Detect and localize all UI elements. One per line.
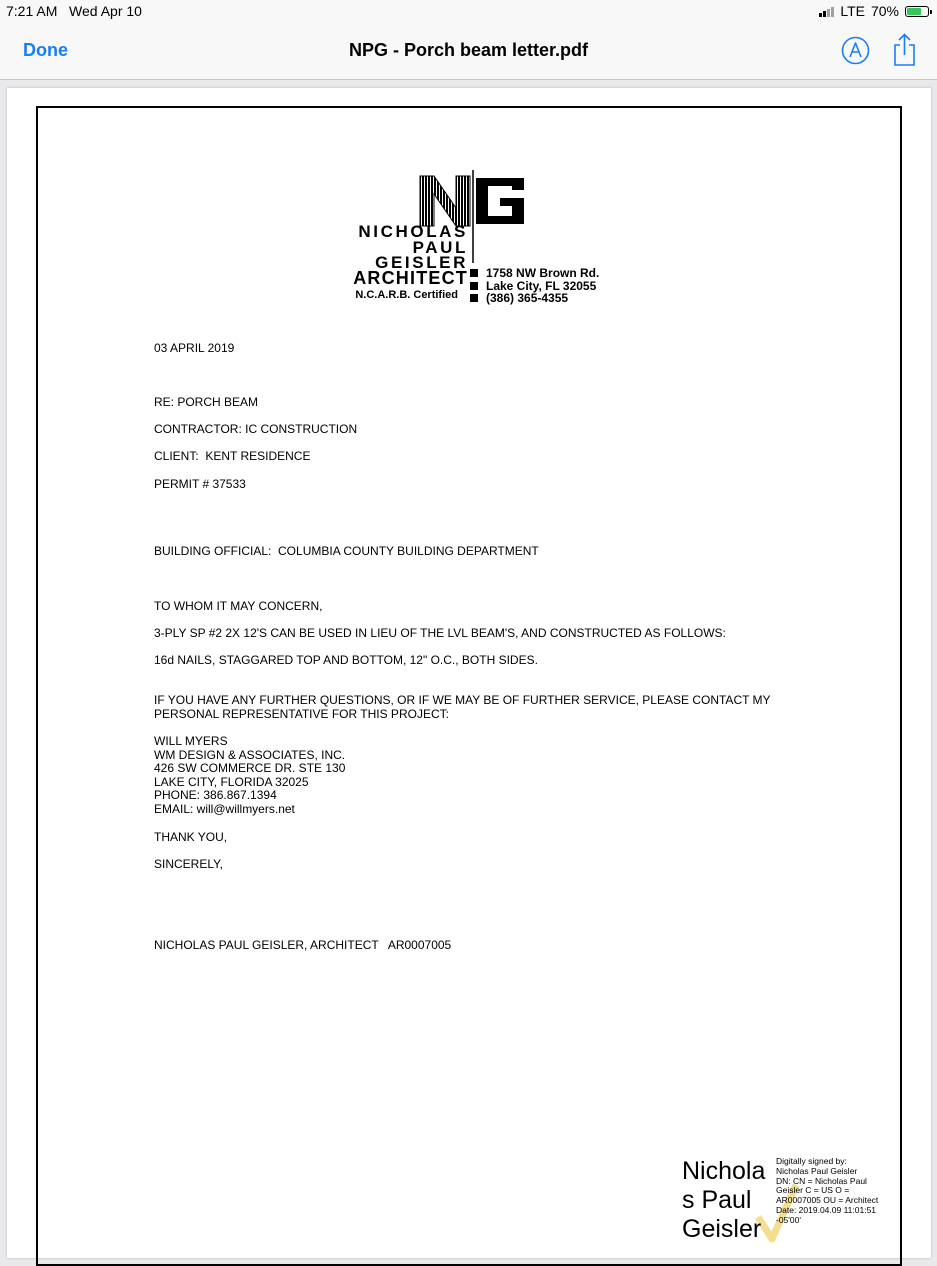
certification-text: N.C.A.R.B. Certified [355, 289, 458, 301]
letter-closing: SINCERELY, [154, 857, 223, 871]
letter-contractor: CONTRACTOR: IC CONSTRUCTION [154, 422, 358, 436]
battery-percent: 70% [870, 3, 899, 19]
status-time-date [6, 3, 142, 19]
letter-body-1: 3-PLY SP #2 2X 12'S CAN BE USED IN LIEU OF THE LVL BEAM'S, AND CONSTRUCTED AS FOLLOWS: [154, 626, 726, 640]
contact-line: 426 SW COMMERCE DR. STE 130 [154, 761, 346, 776]
network-type: LTE [840, 3, 865, 19]
signature-name-line: s Paul [682, 1186, 752, 1214]
address-line: 1758 NW Brown Rd. [470, 267, 599, 280]
signature-name-line: Geisler [682, 1215, 762, 1243]
contact-line: WM DESIGN & ASSOCIATES, INC. [154, 747, 346, 762]
signature-detail-line: DN: CN = Nicholas Paul [776, 1175, 867, 1186]
letter-salutation: TO WHOM IT MAY CONCERN, [154, 599, 323, 613]
contact-block [154, 735, 345, 817]
signature-detail-line: AR0007005 OU = Architect [776, 1195, 879, 1206]
battery-icon [905, 6, 929, 17]
firm-address [470, 267, 599, 305]
signature-detail-line: Geisler C = US O = [776, 1185, 850, 1196]
navigation-bar [0, 24, 937, 80]
status-bar [0, 0, 937, 24]
done-button[interactable]: Done [23, 40, 68, 60]
firm-name-line: PAUL [412, 237, 468, 257]
letter-building-official: BUILDING OFFICIAL: COLUMBIA COUNTY BUILDING DEPARTMENT [154, 544, 539, 558]
address-line: Lake City, FL 32055 [470, 280, 599, 293]
status-date: Wed Apr 10 [69, 3, 142, 19]
body-line: PERSONAL REPRESENTATIVE FOR THIS PROJECT: [154, 706, 449, 721]
signature-details [776, 1157, 894, 1226]
contact-line: PHONE: 386.867.1394 [154, 788, 277, 803]
contact-line: EMAIL: will@willmyers.net [154, 801, 295, 816]
letter-re: RE: PORCH BEAM [154, 395, 259, 409]
signature-detail-line: -05'00' [776, 1214, 801, 1225]
markup-pen-icon[interactable] [841, 36, 870, 65]
battery-level-fill [907, 8, 921, 15]
cellular-signal-icon [819, 6, 834, 17]
letter-thanks: THANK YOU, [154, 830, 228, 844]
letter-permit: PERMIT # 37533 [154, 477, 246, 491]
letter-client: CLIENT: KENT RESIDENCE [154, 449, 311, 463]
letter-signoff: NICHOLAS PAUL GEISLER, ARCHITECT AR0007005 [154, 938, 452, 952]
letter-body-2: 16d NAILS, STAGGARED TOP AND BOTTOM, 12" O.C., BOTH SIDES. [154, 653, 538, 667]
letterhead-logo [320, 168, 620, 308]
signature-name-line: Nichola [682, 1157, 766, 1185]
firm-name-line: NICHOLAS [358, 222, 468, 241]
firm-name [353, 224, 468, 286]
firm-name-line: GEISLER [375, 253, 468, 272]
body-line: IF YOU HAVE ANY FURTHER QUESTIONS, OR IF WE MAY BE OF FURTHER SERVICE, PLEASE CONTACT MY [154, 693, 771, 707]
address-line: (386) 365-4355 [470, 292, 599, 305]
contact-line: LAKE CITY, FLORIDA 32025 [154, 774, 309, 789]
signature-name [682, 1157, 765, 1244]
letter-body-3 [154, 694, 771, 721]
share-icon[interactable] [891, 33, 918, 67]
letter-date: 03 APRIL 2019 [154, 341, 235, 355]
status-time: 7:21 AM [6, 3, 58, 19]
document-title: NPG - Porch beam letter.pdf [348, 40, 589, 60]
signature-detail-line: Date: 2019.04.09 11:01:51 [776, 1204, 877, 1215]
digital-signature[interactable] [680, 1157, 895, 1249]
signature-detail-line: Nicholas Paul Geisler [776, 1165, 858, 1176]
signature-detail-line: Digitally signed by: [776, 1156, 847, 1166]
firm-name-line: ARCHITECT [353, 267, 468, 288]
contact-line: WILL MYERS [154, 734, 228, 748]
status-indicators [819, 3, 929, 19]
